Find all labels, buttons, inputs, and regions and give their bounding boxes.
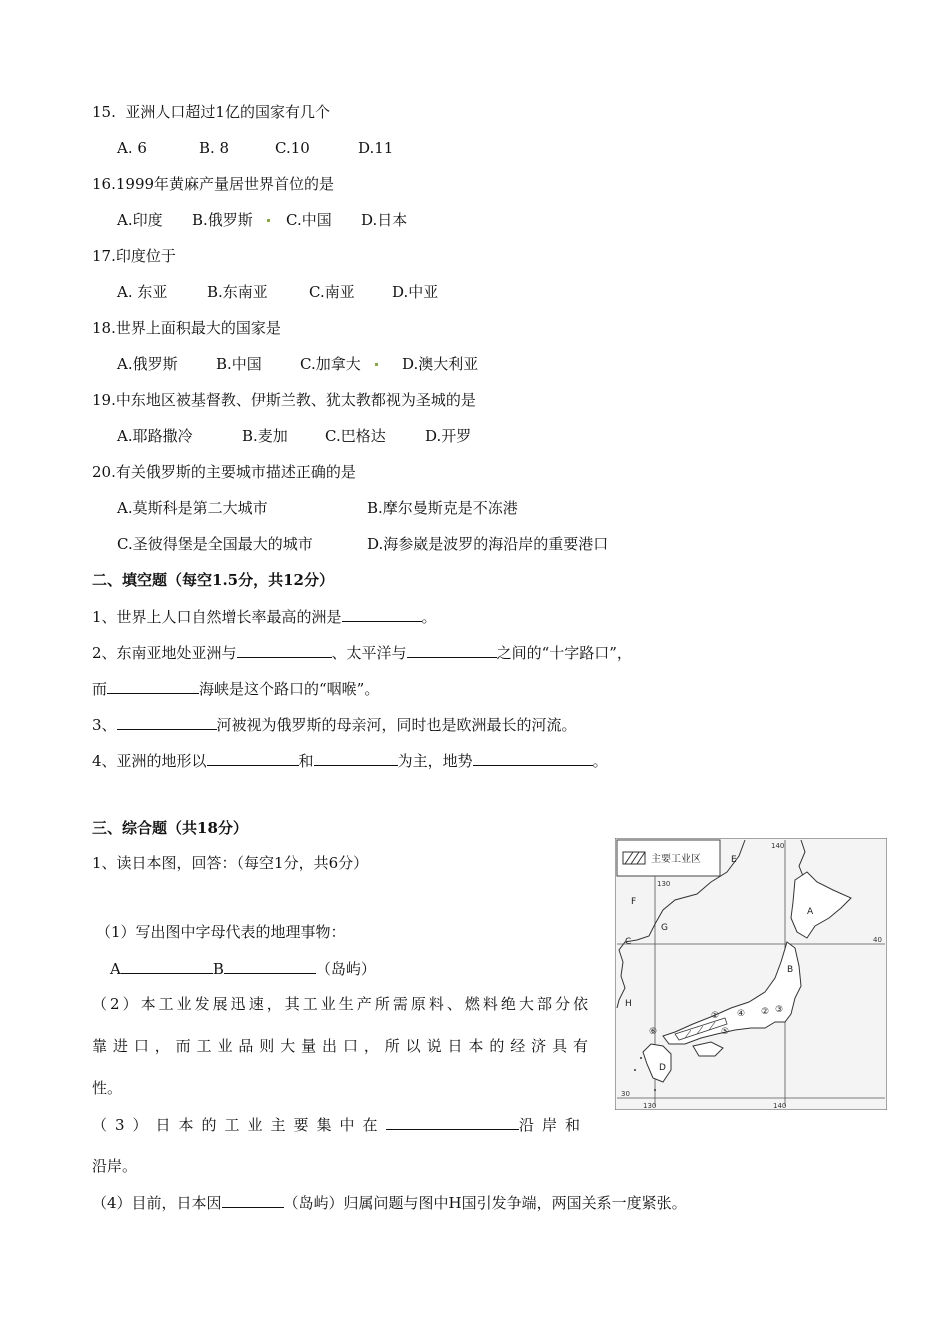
answer-blank[interactable]: [342, 606, 422, 622]
map-letter-b: B: [787, 965, 794, 975]
q16-option-c: C.中国: [286, 211, 332, 229]
comp-part2-line1: （2）本工业发展迅速，其工业生产所需原料、燃料绝大部分依: [92, 995, 588, 1013]
answer-blank[interactable]: [207, 750, 299, 766]
comp-part2-line2: 靠进口，而工业品则大量出口，所以说日本的经济具有: [92, 1037, 588, 1055]
q20-option-c: C.圣彼得堡是全国最大的城市: [117, 535, 313, 553]
question-17: 17.印度位于: [92, 247, 176, 265]
q19-option-c: C.巴格达: [325, 427, 386, 445]
comp-part3-line1: （3）日本的工业主要集中在 沿岸和: [92, 1116, 588, 1134]
question-18: 18.世界上面积最大的国家是: [92, 319, 281, 337]
tick-lon-140-top: 140: [771, 842, 785, 850]
question-19: 19.中东地区被基督教、伊斯兰教、犹太教都视为圣城的是: [92, 391, 476, 409]
fill-q1: 1、世界上人口自然增长率最高的洲是 。: [92, 608, 437, 626]
map-letter-c: C: [625, 937, 632, 947]
comp-part3-line2: 沿岸。: [92, 1157, 138, 1175]
marker-6: ⑥: [649, 1027, 658, 1037]
map-letter-d: D: [659, 1063, 666, 1073]
q16-option-a: A.印度: [117, 211, 163, 229]
fill-q2: 2、东南亚地处亚洲与 、太平洋与 之间的“十字路口”，: [92, 644, 632, 662]
q17-option-b: B.东南亚: [207, 283, 268, 301]
answer-blank[interactable]: [314, 750, 398, 766]
q16-option-b: B.俄罗斯: [192, 211, 253, 229]
answer-blank[interactable]: [237, 642, 332, 658]
section-3-title: 三、综合题（共18分）: [92, 819, 248, 837]
decorative-dot: [267, 219, 270, 222]
comp-part4: （4）目前，日本因 （岛屿）归属问题与图中H国引发争端，两国关系一度紧张。: [92, 1194, 687, 1212]
tick-lon-140-bottom: 140: [773, 1102, 787, 1110]
answer-blank[interactable]: [224, 958, 316, 974]
question-15: 15. 亚洲人口超过1亿的国家有几个: [92, 103, 330, 121]
q15-option-d: D.11: [358, 139, 394, 157]
answer-blank[interactable]: [473, 750, 593, 766]
map-letter-h: H: [625, 999, 632, 1009]
q18-option-a: A.俄罗斯: [117, 355, 178, 373]
map-letter-a: A: [807, 907, 814, 917]
q19-option-a: A.耶路撒冷: [117, 427, 193, 445]
tick-lat-30: 30: [621, 1090, 630, 1098]
map-letter-e: E: [731, 855, 737, 865]
comp-part1: （1）写出图中字母代表的地理事物：: [96, 923, 346, 941]
q18-option-c: C.加拿大: [300, 355, 361, 373]
marker-5: ⑤: [721, 1027, 730, 1037]
map-letter-g: G: [661, 923, 668, 933]
answer-blank[interactable]: [121, 958, 213, 974]
q17-option-a: A. 东亚: [117, 283, 168, 301]
answer-blank[interactable]: [117, 714, 217, 730]
answer-blank[interactable]: [222, 1192, 284, 1208]
marker-2: ②: [761, 1007, 770, 1017]
comp-part2-line3: 性。: [92, 1079, 123, 1097]
tick-lon-130-bottom: 130: [643, 1102, 657, 1110]
q15-option-b: B. 8: [199, 139, 230, 157]
q18-option-d: D.澳大利亚: [402, 355, 479, 373]
fill-q3: 3、 河被视为俄罗斯的母亲河，同时也是欧洲最长的河流。: [92, 716, 577, 734]
section-2-title: 二、填空题（每空1.5分，共12分）: [92, 571, 334, 589]
q16-option-d: D.日本: [361, 211, 408, 229]
q17-option-d: D.中亚: [392, 283, 439, 301]
marker-3: ③: [775, 1005, 784, 1015]
q20-option-b: B.摩尔曼斯克是不冻港: [367, 499, 518, 517]
decorative-dot: [375, 363, 378, 366]
question-20: 20.有关俄罗斯的主要城市描述正确的是: [92, 463, 356, 481]
answer-blank[interactable]: [386, 1114, 519, 1130]
legend-label: 主要工业区: [651, 854, 701, 865]
q17-option-c: C.南亚: [309, 283, 355, 301]
fill-q4: 4、亚洲的地形以 和 为主，地势 。: [92, 752, 608, 770]
marker-1: ①: [711, 1011, 720, 1021]
q20-option-a: A.莫斯科是第二大城市: [117, 499, 268, 517]
map-letter-f: F: [631, 897, 637, 907]
tick-lat-40: 40: [873, 936, 882, 944]
question-16: 16.1999年黄麻产量居世界首位的是: [92, 175, 335, 193]
comp-part1-blanks: A B （岛屿）: [110, 960, 376, 978]
marker-4: ④: [737, 1009, 746, 1019]
q20-option-d: D.海参崴是波罗的海沿岸的重要港口: [367, 535, 609, 553]
answer-blank[interactable]: [107, 678, 199, 694]
japan-map: [615, 838, 887, 1110]
q19-option-b: B.麦加: [242, 427, 288, 445]
fill-q2-cont: 而 海峡是这个路口的“咽喉”。: [92, 680, 380, 698]
legend-hatch-icon: [623, 852, 645, 864]
q19-option-d: D.开罗: [425, 427, 472, 445]
tick-lon-130-top: 130: [657, 880, 671, 888]
answer-blank[interactable]: [407, 642, 497, 658]
comp-q1: 1、读日本图，回答：（每空1分，共6分）: [92, 854, 369, 872]
q15-option-a: A. 6: [117, 139, 147, 157]
q15-option-c: C.10: [275, 139, 310, 157]
q18-option-b: B.中国: [216, 355, 262, 373]
